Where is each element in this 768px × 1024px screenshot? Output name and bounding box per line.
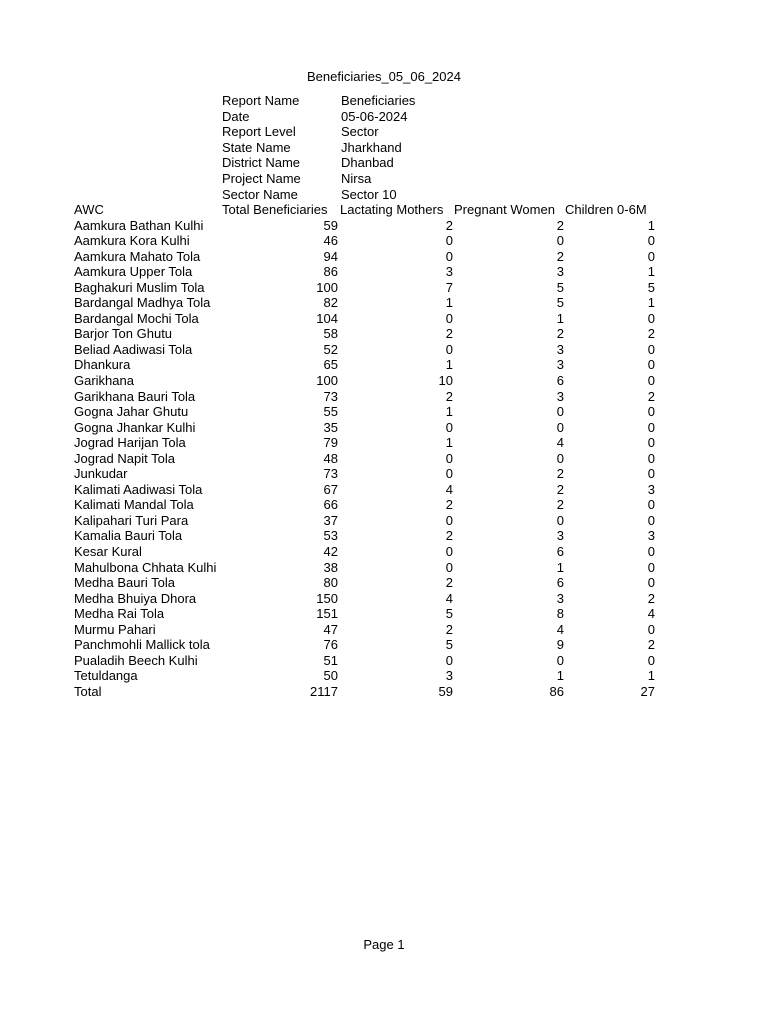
pregnant-women-cell: 1 <box>556 668 564 684</box>
total-beneficiaries-cell: 2117 <box>310 683 338 699</box>
children-0-6m-cell: 2 <box>647 388 655 404</box>
awc-name-cell: Panchmohli Mallick tola <box>74 637 210 653</box>
children-0-6m-cell: 0 <box>647 248 655 264</box>
awc-name-cell: Gogna Jahar Ghutu <box>74 404 189 420</box>
children-0-6m-cell: 1 <box>647 264 655 280</box>
table-total-row <box>74 684 655 700</box>
column-header-awc: AWC <box>74 202 104 217</box>
pregnant-women-cell: 6 <box>556 544 564 560</box>
meta-key: Report Level <box>222 124 296 140</box>
meta-key: Project Name <box>222 170 301 186</box>
awc-name-cell: Jograd Harijan Tola <box>74 435 186 451</box>
meta-row-district-name <box>222 155 481 171</box>
pregnant-women-cell: 5 <box>556 279 564 295</box>
lactating-mothers-cell: 1 <box>445 357 453 373</box>
pregnant-women-cell: 1 <box>556 559 564 575</box>
table-row <box>74 575 655 591</box>
total-beneficiaries-cell: 42 <box>323 544 338 560</box>
table-row <box>74 357 655 373</box>
children-0-6m-cell: 0 <box>647 341 655 357</box>
children-0-6m-cell: 1 <box>647 217 655 233</box>
children-0-6m-cell: 5 <box>647 279 655 295</box>
total-beneficiaries-cell: 52 <box>323 341 338 357</box>
column-header-children-0-6m: Children 0-6M <box>565 202 647 217</box>
total-beneficiaries-cell: 100 <box>316 279 338 295</box>
meta-row-state-name <box>222 140 481 156</box>
children-0-6m-cell: 0 <box>647 233 655 249</box>
pregnant-women-cell: 0 <box>556 419 564 435</box>
lactating-mothers-cell: 7 <box>445 279 453 295</box>
meta-row-sector-name <box>222 187 481 203</box>
total-beneficiaries-cell: 82 <box>323 295 338 311</box>
total-beneficiaries-cell: 59 <box>323 217 338 233</box>
total-beneficiaries-cell: 65 <box>323 357 338 373</box>
lactating-mothers-cell: 0 <box>445 652 453 668</box>
awc-name-cell: Kalimati Mandal Tola <box>74 497 194 513</box>
table-row <box>74 389 655 405</box>
pregnant-women-cell: 2 <box>556 497 564 513</box>
lactating-mothers-cell: 0 <box>445 310 453 326</box>
table-row <box>74 528 655 544</box>
children-0-6m-cell: 3 <box>647 528 655 544</box>
children-0-6m-cell: 0 <box>647 419 655 435</box>
pregnant-women-cell: 2 <box>556 248 564 264</box>
table-row <box>74 404 655 420</box>
lactating-mothers-cell: 2 <box>445 621 453 637</box>
table-row <box>74 622 655 638</box>
children-0-6m-cell: 0 <box>647 621 655 637</box>
lactating-mothers-cell: 1 <box>445 435 453 451</box>
pregnant-women-cell: 8 <box>556 606 564 622</box>
total-beneficiaries-cell: 151 <box>316 606 338 622</box>
awc-name-cell: Barjor Ton Ghutu <box>74 326 173 342</box>
pregnant-women-cell: 3 <box>556 590 564 606</box>
table-row <box>74 233 655 249</box>
table-row <box>74 544 655 560</box>
lactating-mothers-cell: 4 <box>445 590 453 606</box>
pregnant-women-cell: 0 <box>556 233 564 249</box>
table-row <box>74 451 655 467</box>
total-beneficiaries-cell: 80 <box>323 575 338 591</box>
lactating-mothers-cell: 0 <box>445 466 453 482</box>
table-row <box>74 606 655 622</box>
children-0-6m-cell: 0 <box>647 357 655 373</box>
meta-value: 05-06-2024 <box>341 108 408 124</box>
lactating-mothers-cell: 0 <box>445 419 453 435</box>
pregnant-women-cell: 0 <box>556 450 564 466</box>
lactating-mothers-cell: 5 <box>445 606 453 622</box>
meta-value: Nirsa <box>341 170 372 186</box>
awc-name-cell: Pualadih Beech Kulhi <box>74 652 198 668</box>
total-beneficiaries-cell: 66 <box>323 497 338 513</box>
table-row <box>74 264 655 280</box>
meta-key: District Name <box>222 155 301 171</box>
awc-name-cell: Garikhana Bauri Tola <box>74 388 196 404</box>
awc-name-cell: Medha Bhuiya Dhora <box>74 590 197 606</box>
meta-row-project-name <box>222 171 481 187</box>
total-beneficiaries-cell: 73 <box>323 388 338 404</box>
awc-name-cell: Beliad Aadiwasi Tola <box>74 341 193 357</box>
pregnant-women-cell: 0 <box>556 512 564 528</box>
pregnant-women-cell: 3 <box>556 341 564 357</box>
pregnant-women-cell: 6 <box>556 373 564 389</box>
total-beneficiaries-cell: 150 <box>316 590 338 606</box>
total-label: Total <box>74 683 102 699</box>
table-row <box>74 326 655 342</box>
table-row <box>74 295 655 311</box>
awc-name-cell: Aamkura Bathan Kulhi <box>74 217 204 233</box>
pregnant-women-cell: 3 <box>556 357 564 373</box>
column-header-pregnant-women: Pregnant Women <box>454 202 555 217</box>
table-row <box>74 591 655 607</box>
total-beneficiaries-cell: 37 <box>323 512 338 528</box>
total-beneficiaries-cell: 35 <box>323 419 338 435</box>
table-row <box>74 497 655 513</box>
children-0-6m-cell: 0 <box>647 512 655 528</box>
table-body <box>74 218 655 684</box>
table-row <box>74 513 655 529</box>
lactating-mothers-cell: 2 <box>445 326 453 342</box>
column-header-total-beneficiaries: Total Beneficiaries <box>222 202 328 217</box>
lactating-mothers-cell: 10 <box>438 373 453 389</box>
children-0-6m-cell: 3 <box>647 481 655 497</box>
children-0-6m-cell: 0 <box>647 575 655 591</box>
children-0-6m-cell: 1 <box>647 668 655 684</box>
lactating-mothers-cell: 2 <box>445 217 453 233</box>
meta-row-date <box>222 109 481 125</box>
meta-value: Dhanbad <box>341 155 394 171</box>
meta-value: Sector 10 <box>341 186 397 202</box>
awc-name-cell: Jograd Napit Tola <box>74 450 175 466</box>
table-row <box>74 466 655 482</box>
total-beneficiaries-cell: 58 <box>323 326 338 342</box>
awc-name-cell: Gogna Jhankar Kulhi <box>74 419 196 435</box>
total-beneficiaries-cell: 104 <box>316 310 338 326</box>
lactating-mothers-cell: 2 <box>445 388 453 404</box>
total-beneficiaries-cell: 76 <box>323 637 338 653</box>
report-metadata <box>222 93 481 202</box>
total-beneficiaries-cell: 55 <box>323 404 338 420</box>
total-beneficiaries-cell: 53 <box>323 528 338 544</box>
pregnant-women-cell: 3 <box>556 388 564 404</box>
page-number: Page 1 <box>363 937 405 952</box>
children-0-6m-cell: 0 <box>647 497 655 513</box>
total-beneficiaries-cell: 79 <box>323 435 338 451</box>
table-row <box>74 249 655 265</box>
awc-name-cell: Murmu Pahari <box>74 621 156 637</box>
children-0-6m-cell: 0 <box>647 373 655 389</box>
table-row <box>74 218 655 234</box>
total-lactating-mothers-cell: 59 <box>438 683 453 699</box>
awc-name-cell: Kesar Kural <box>74 544 142 560</box>
lactating-mothers-cell: 3 <box>445 668 453 684</box>
awc-name-cell: Medha Bauri Tola <box>74 575 175 591</box>
meta-value: Beneficiaries <box>341 93 416 108</box>
children-0-6m-cell: 0 <box>647 652 655 668</box>
pregnant-women-cell: 1 <box>556 310 564 326</box>
pregnant-women-cell: 9 <box>556 637 564 653</box>
report-title: Beneficiaries_05_06_2024 <box>307 69 461 84</box>
awc-name-cell: Bardangal Madhya Tola <box>74 295 211 311</box>
awc-name-cell: Mahulbona Chhata Kulhi <box>74 559 217 575</box>
column-header-lactating-mothers: Lactating Mothers <box>340 202 444 217</box>
meta-key: Report Name <box>222 93 300 108</box>
total-beneficiaries-cell: 51 <box>323 652 338 668</box>
total-beneficiaries-cell: 67 <box>323 481 338 497</box>
table-header-row <box>74 202 655 218</box>
total-beneficiaries-cell: 73 <box>323 466 338 482</box>
beneficiaries-table <box>74 202 655 700</box>
awc-name-cell: Aamkura Mahato Tola <box>74 248 201 264</box>
lactating-mothers-cell: 0 <box>445 248 453 264</box>
awc-name-cell: Bardangal Mochi Tola <box>74 310 199 326</box>
pregnant-women-cell: 4 <box>556 435 564 451</box>
awc-name-cell: Kalimati Aadiwasi Tola <box>74 481 203 497</box>
table-row <box>74 482 655 498</box>
table-row <box>74 420 655 436</box>
lactating-mothers-cell: 3 <box>445 264 453 280</box>
meta-row-report-name <box>222 93 481 109</box>
awc-name-cell: Tetuldanga <box>74 668 138 684</box>
lactating-mothers-cell: 2 <box>445 497 453 513</box>
pregnant-women-cell: 0 <box>556 652 564 668</box>
pregnant-women-cell: 2 <box>556 217 564 233</box>
pregnant-women-cell: 4 <box>556 621 564 637</box>
lactating-mothers-cell: 2 <box>445 575 453 591</box>
awc-name-cell: Junkudar <box>74 466 128 482</box>
lactating-mothers-cell: 5 <box>445 637 453 653</box>
lactating-mothers-cell: 1 <box>445 295 453 311</box>
table-row <box>74 373 655 389</box>
children-0-6m-cell: 2 <box>647 590 655 606</box>
table-row <box>74 668 655 684</box>
awc-name-cell: Garikhana <box>74 373 134 389</box>
children-0-6m-cell: 2 <box>647 326 655 342</box>
table-row <box>74 280 655 296</box>
children-0-6m-cell: 4 <box>647 606 655 622</box>
total-beneficiaries-cell: 38 <box>323 559 338 575</box>
awc-name-cell: Kalipahari Turi Para <box>74 512 189 528</box>
total-beneficiaries-cell: 94 <box>323 248 338 264</box>
meta-value: Sector <box>341 124 379 140</box>
total-beneficiaries-cell: 48 <box>323 450 338 466</box>
pregnant-women-cell: 5 <box>556 295 564 311</box>
children-0-6m-cell: 0 <box>647 544 655 560</box>
meta-key: Date <box>222 108 250 124</box>
lactating-mothers-cell: 2 <box>445 528 453 544</box>
total-beneficiaries-cell: 86 <box>323 264 338 280</box>
total-beneficiaries-cell: 46 <box>323 233 338 249</box>
meta-key: State Name <box>222 139 291 155</box>
awc-name-cell: Medha Rai Tola <box>74 606 165 622</box>
table-row <box>74 342 655 358</box>
lactating-mothers-cell: 1 <box>445 404 453 420</box>
children-0-6m-cell: 0 <box>647 466 655 482</box>
total-children-cell: 27 <box>640 683 655 699</box>
lactating-mothers-cell: 4 <box>445 481 453 497</box>
pregnant-women-cell: 2 <box>556 481 564 497</box>
lactating-mothers-cell: 0 <box>445 233 453 249</box>
meta-value: Jharkhand <box>341 139 402 155</box>
pregnant-women-cell: 0 <box>556 404 564 420</box>
pregnant-women-cell: 6 <box>556 575 564 591</box>
table-row <box>74 653 655 669</box>
lactating-mothers-cell: 0 <box>445 559 453 575</box>
table-row <box>74 311 655 327</box>
lactating-mothers-cell: 0 <box>445 341 453 357</box>
pregnant-women-cell: 2 <box>556 466 564 482</box>
table-row <box>74 637 655 653</box>
children-0-6m-cell: 1 <box>647 295 655 311</box>
children-0-6m-cell: 2 <box>647 637 655 653</box>
total-pregnant-women-cell: 86 <box>549 683 564 699</box>
total-beneficiaries-cell: 47 <box>323 621 338 637</box>
children-0-6m-cell: 0 <box>647 404 655 420</box>
meta-key: Sector Name <box>222 186 298 202</box>
awc-name-cell: Dhankura <box>74 357 131 373</box>
table-row <box>74 435 655 451</box>
children-0-6m-cell: 0 <box>647 435 655 451</box>
lactating-mothers-cell: 0 <box>445 544 453 560</box>
meta-row-report-level <box>222 124 481 140</box>
total-beneficiaries-cell: 100 <box>316 373 338 389</box>
lactating-mothers-cell: 0 <box>445 512 453 528</box>
lactating-mothers-cell: 0 <box>445 450 453 466</box>
pregnant-women-cell: 3 <box>556 264 564 280</box>
awc-name-cell: Aamkura Upper Tola <box>74 264 193 280</box>
total-beneficiaries-cell: 50 <box>323 668 338 684</box>
children-0-6m-cell: 0 <box>647 559 655 575</box>
table-row <box>74 560 655 576</box>
pregnant-women-cell: 2 <box>556 326 564 342</box>
children-0-6m-cell: 0 <box>647 310 655 326</box>
awc-name-cell: Baghakuri Muslim Tola <box>74 279 205 295</box>
awc-name-cell: Aamkura Kora Kulhi <box>74 233 190 249</box>
pregnant-women-cell: 3 <box>556 528 564 544</box>
awc-name-cell: Kamalia Bauri Tola <box>74 528 183 544</box>
children-0-6m-cell: 0 <box>647 450 655 466</box>
